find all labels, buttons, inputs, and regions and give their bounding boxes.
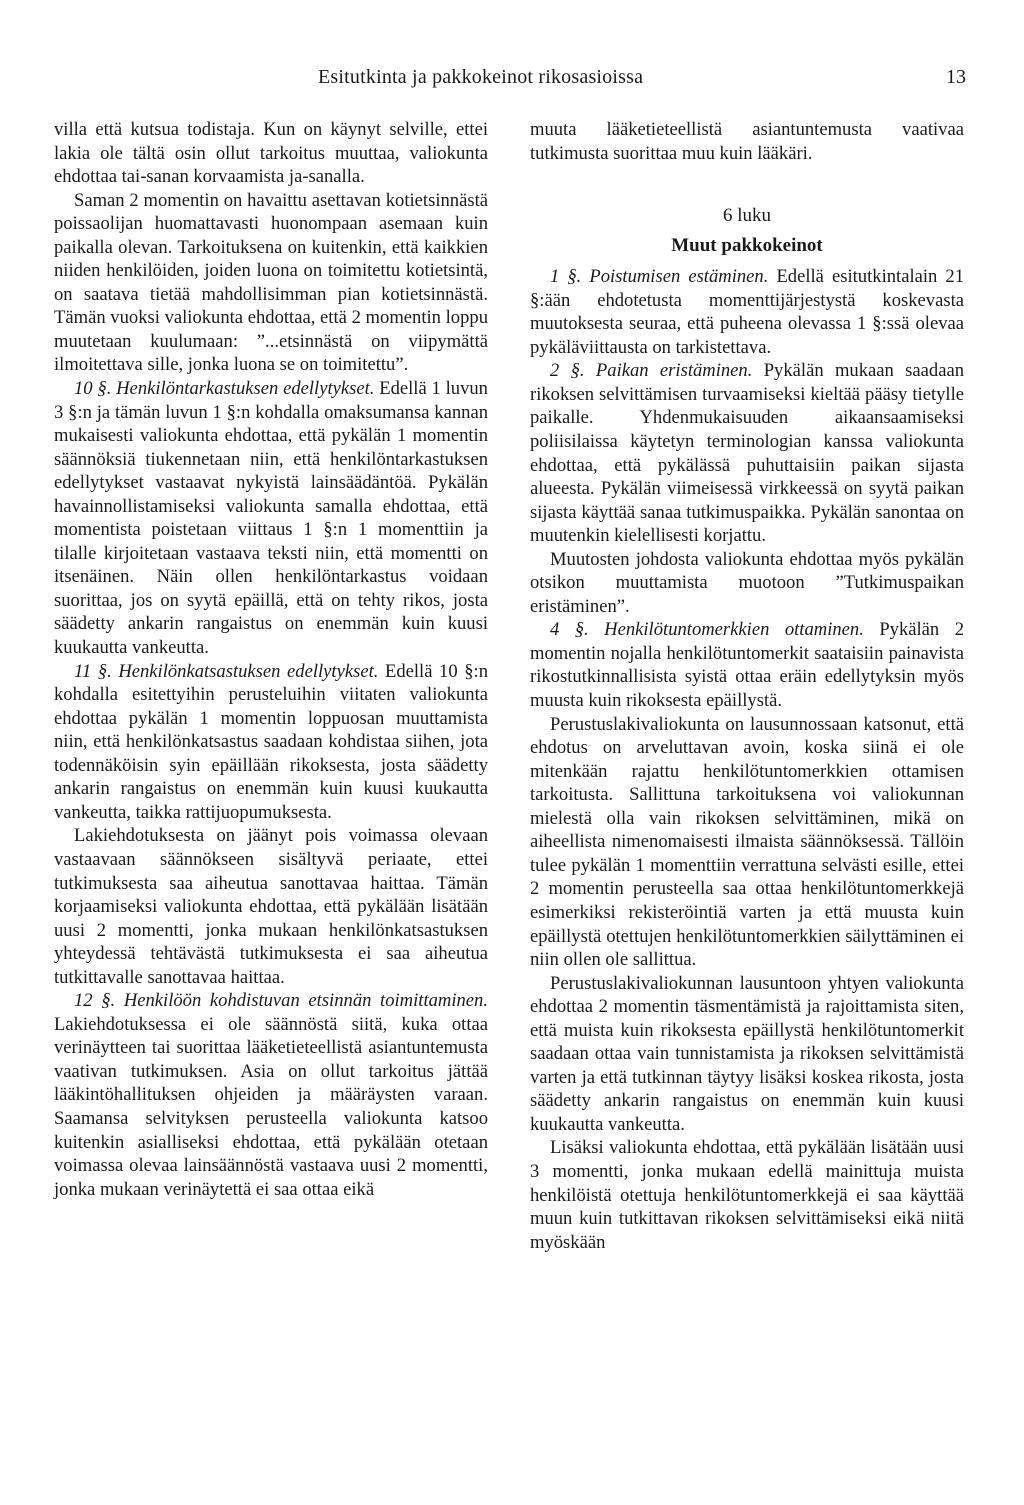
section-heading: 12 §. Henkilöön kohdistuvan etsinnän toimittaminen.: [74, 990, 488, 1012]
paragraph-text: Pykälän 2 momentin nojalla henkilötuntomerkit saataisiin painavista rikostutkinnallisista syistä ottaa eräin edellytyksin myös muusta kuin rikoksesta epäillystä.: [530, 619, 964, 712]
paragraph: villa että kutsua todistaja. Kun on käynyt selville, ettei lakia ole tältä osin ollut tarkoitus muuttaa, valiokunta ehdottaa tai-sanan korvaamista ja-sanalla.: [54, 119, 488, 188]
section-heading: 2 §. Paikan eristäminen.: [550, 360, 753, 382]
paragraph: [54, 989, 488, 1201]
right-column: [530, 118, 964, 1254]
running-header: [0, 66, 1024, 96]
chapter-number: 6 luku: [722, 205, 772, 227]
paragraph: muuta lääketieteellistä asiantuntemusta vaativaa tutkimusta suorittaa muu kuin lääkäri.: [530, 119, 964, 164]
section-heading: 1 §. Poistumisen estäminen.: [550, 266, 769, 288]
running-title: Esitutkinta ja pakkokeinot rikosasioissa: [318, 66, 644, 88]
page-number: 13: [946, 66, 966, 88]
paragraph: Lisäksi valiokunta ehdottaa, että pykälään lisätään uusi 3 momentti, jonka mukaan edellä mainittuja muista henkilöistä otettuja henkilötuntomerkkejä ei saa käyttää muun kuin tutkittavan rikoksen selvittämiseksi eikä niitä myöskään: [530, 1137, 964, 1253]
paragraph: [530, 359, 964, 547]
paragraph: [530, 618, 964, 712]
paragraph-text: Edellä 10 §:n kohdalla esitettyihin perusteluihin viitaten valiokunta ehdottaa pykälän 1 momentin loppuosan muuttamista niin, että henkilönkatsastus saadaan kohdistaa siihen, jota todennäköisin syin epäillään rikoksesta, josta säädetty ankarin rangaistus on enemmän kuin kuusi kuukautta vankeutta, taikka rattijuopumuksesta.: [54, 660, 488, 823]
paragraph: [530, 265, 964, 359]
paragraph: Perustuslakivaliokunnan lausuntoon yhtyen valiokunta ehdottaa 2 momentin täsmentämistä ja rajoittamista siten, että muista kuin rikoksesta epäillystä henkilötuntomerkit saadaan ottaa vain tunnistamista ja rikoksen selvittämistä varten ja että tutkinnan täytyy lisäksi koskea rikosta, josta säädetty ankarin rangaistus on enemmän kuin kuusi kuukautta vankeutta.: [530, 972, 964, 1135]
paragraph-text: Pykälän mukaan saadaan rikoksen selvittämisen turvaamiseksi kieltää pääsy tietylle paikalle. Yhdenmukaisuuden aikaansaamiseksi poliisilaissa käytetyn terminologian kanssa valiokunta ehdottaa, että pykälässä puhuttaisiin paikan sijasta alueesta. Pykälän viimeisessä virkkeessä on syytä paikan sijasta käyttää sanaa tutkimuspaikka. Pykälän sanontaa on muutenkin kielellisesti korjattu.: [530, 360, 964, 547]
paragraph: Lakiehdotuksesta on jäänyt pois voimassa olevaan vastaavaan säännökseen sisältyvä periaate, ettei tutkimuksesta saa aiheutua sanottavaa haittaa. Tämän korjaamiseksi valiokunta ehdottaa, että pykälään lisätään uusi 2 momentti, jonka mukaan henkilönkatsastuksen yhteydessä tehtävästä tutkimuksesta ei saa aiheutua tutkittavalle sanottavaa haittaa.: [54, 825, 488, 988]
paragraph-text: Edellä esitutkintalain 21 §:ään ehdotetusta momenttijärjestystä koskevasta muutoksesta seuraa, että puheena olevassa 1 §:ssä olevaa pykäläviittausta on tarkistettava.: [530, 266, 964, 358]
left-column: [54, 118, 488, 1201]
section-heading: 10 §. Henkilöntarkastuksen edellytykset.: [74, 378, 375, 400]
paragraph-text: Edellä 1 luvun 3 §:n ja tämän luvun 1 §:n kohdalla omaksumansa kannan mukaisesti valiokunta ehdottaa, että pykälän 1 momentin säännöksiä tiukennetaan niin, että henkilöntarkastuksen edellytykset vastaavat nykyistä lainsäädäntöä. Pykälän havainnollistamiseksi valiokunta samalla ehdottaa, että momentista poistetaan viittaus 1 §:n 1 momenttiin ja tilalle kirjoitetaan vastaava teksti niin, että momentti on itsenäinen. Näin ollen henkilöntarkastus voidaan suorittaa, jos on syytä epäillä, että on tehty rikos, josta säädetty ankarin rangaistus on enemmän kuin kuusi kuukautta vankeutta.: [54, 378, 488, 659]
paragraph: Muutosten johdosta valiokunta ehdottaa myös pykälän otsikon muuttamista muotoon ”Tutkimuspaikan eristäminen”.: [530, 548, 964, 617]
paragraph: [54, 377, 488, 660]
paragraph: Perustuslakivaliokunta on lausunnossaan katsonut, että ehdotus on arveluttavan avoin, koska siinä ei ole mitenkään rajattu henkilötuntomerkkien ottamisen tarkoitusta. Sallittuna tarkoituksena voi valiokunnan mielestä olla vain rikoksen selvittäminen, mikä on aiheellista nimenomaisesti ilmaista säännöksessä. Tällöin tulee pykälän 1 momenttiin verrattuna selvästi esille, ettei 2 momentin perusteella saa ottaa henkilötuntomerkkejä esimerkiksi rekisteröintiä varten ja että muusta kuin epäillystä otettujen henkilötuntomerkkien säilyttäminen ei niin ollen ole sallittua.: [530, 713, 964, 971]
section-heading: 4 §. Henkilötuntomerkkien ottaminen.: [550, 619, 864, 641]
chapter-title: Muut pakkokeinot: [671, 234, 823, 256]
paragraph: [54, 660, 488, 825]
section-heading: 11 §. Henkilönkatsastuksen edellytykset.: [74, 660, 379, 682]
paragraph-text: Lakiehdotuksessa ei ole säännöstä siitä, kuka ottaa verinäytteen tai suorittaa lääketieteellistä asiantuntemusta vaativan tutkimuksen. Asia on ollut tarkoitus jättää lääkintöhallituksen ohjeiden ja määräysten varaan. Saamansa selvityksen perusteella valiokunta katsoo kuitenkin asialliseksi ehdottaa, että pykälään otetaan voimassa olevaa lainsäännöstä vastaava uusi 2 momentti, jonka mukaan verinäytettä ei saa ottaa eikä: [54, 1013, 488, 1200]
paragraph: Saman 2 momentin on havaittu asettavan kotietsinnästä poissaolijan huomattavasti huonompaan asemaan kuin paikalla olevan. Tarkoituksena on kuitenkin, että kaikkien niiden henkilöiden, joiden luona on toimitettu kotietsintä, on saatava tietää mahdollisimman pian kotietsinnästä. Tämän vuoksi valiokunta ehdottaa, että 2 momentin loppu muutetaan kuulumaan: ”...etsinnästä on viipymättä ilmoitettava sille, jonka luona se on toimitettu”.: [54, 189, 488, 376]
